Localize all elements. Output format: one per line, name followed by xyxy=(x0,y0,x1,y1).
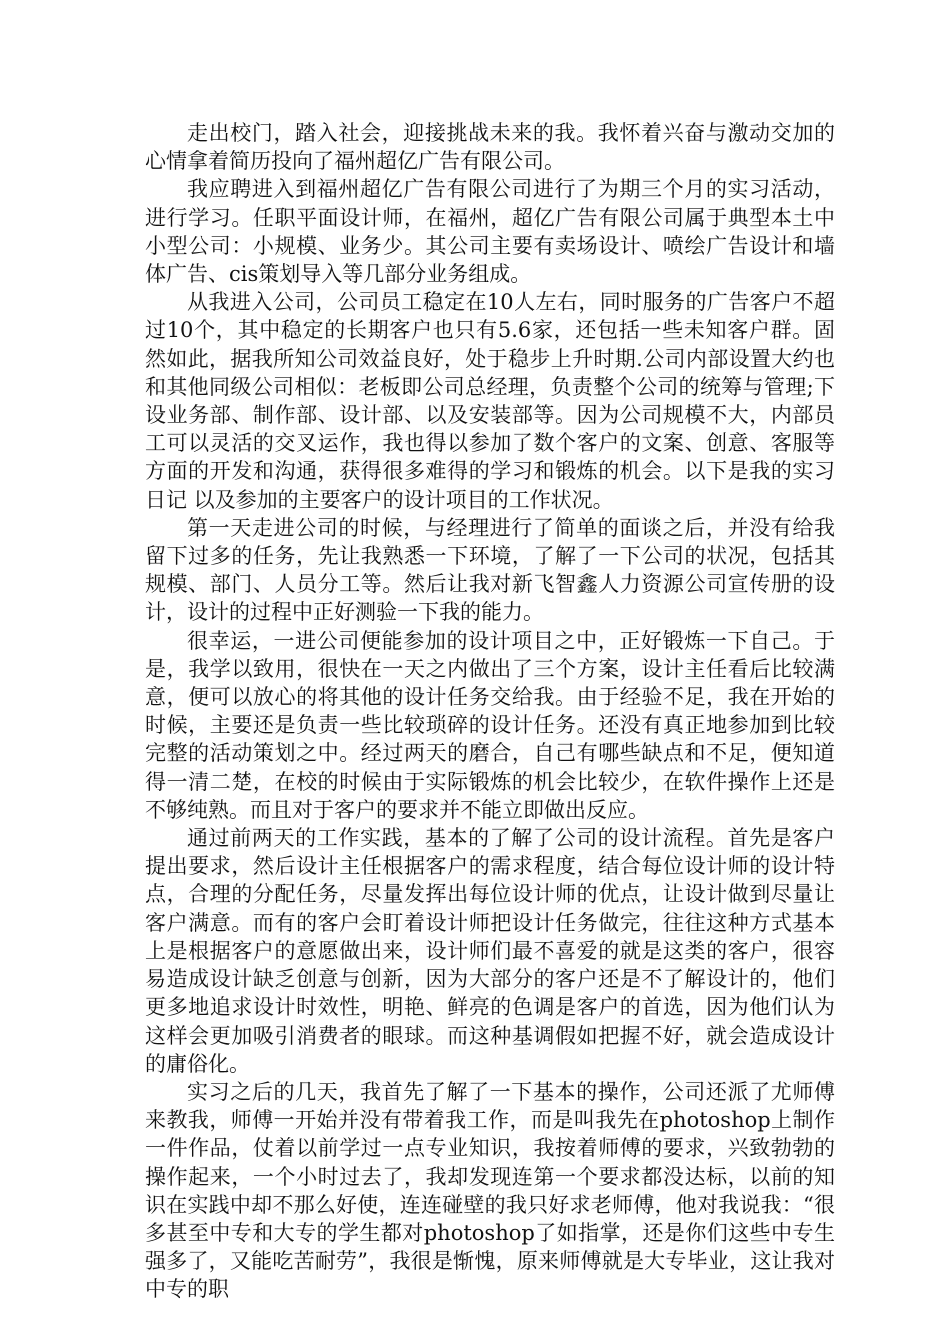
paragraph-design-process: 通过前两天的工作实践，基本的了解了公司的设计流程。首先是客户提出要求，然后设计主任根据客户的需求程度，结合每位设计师的设计特点，合理的分配任务，尽量发挥出每位设计师的优点，让设计做到尽量让客户满意。而有的客户会盯着设计师把设计任务做完，往往这种方式基本上是根据客户的意愿做出来，设计师们最不喜爱的就是这类的客户，很容易造成设计缺乏创意与创新，因为大部分的客户还是不了解设计的，他们更多地追求设计时效性，明艳、鲜亮的色调是客户的首选，因为他们认为这样会更加吸引消费者的眼球。而这种基调假如把握不好，就会造成设计的庸俗化。 xyxy=(145,826,835,1076)
paragraph-company-structure: 从我进入公司，公司员工稳定在10人左右，同时服务的广告客户不超过10个，其中稳定的长期客户也只有5.6家，还包括一些未知客户群。固然如此，据我所知公司效益良好，处于稳步上升时期.公司内部设置大约也和其他同级公司相似：老板即公司总经理，负责整个公司的统筹与管理;下设业务部、制作部、设计部、以及安装部等。因为公司规模不大，内部员工可以灵活的交叉运作，我也得以参加了数个客户的文案、创意、客服等方面的开发和沟通，获得很多难得的学习和锻炼的机会。以下是我的实习日记 以及参加的主要客户的设计项目的工作状况。 xyxy=(145,290,835,512)
paragraph-intro: 走出校门，踏入社会，迎接挑战未来的我。我怀着兴奋与激动交加的心情拿着简历投向了福州超亿广告有限公司。 xyxy=(145,121,835,174)
paragraph-training: 实习之后的几天，我首先了解了一下基本的操作，公司还派了尤师傅来教我，师傅一开始并没有带着我工作，而是叫我先在photoshop上制作一件作品，仗着以前学过一点专业知识，我按着师傅的要求，兴致勃勃的操作起来，一个小时过去了，我却发现连第一个要求都没达标，以前的知识在实践中却不那么好使，连连碰壁的我只好求老师傅，他对我说我：“很多甚至中专和大专的学生都对photoshop了如指掌，还是你们这些中专生强多了，又能吃苦耐劳”，我很是惭愧，原来师傅就是大专毕业，这让我对中专的职 xyxy=(145,1079,835,1302)
paragraph-company-overview: 我应聘进入到福州超亿广告有限公司进行了为期三个月的实习活动，进行学习。任职平面设计师，在福州，超亿广告有限公司属于典型本土中小型公司：小规模、业务少。其公司主要有卖场设计、喷绘广告设计和墙体广告、cis策划导入等几部分业务组成。 xyxy=(145,177,835,287)
paragraph-first-project: 很幸运，一进公司便能参加的设计项目之中，正好锻炼一下自己。于是，我学以致用，很快在一天之内做出了三个方案，设计主任看后比较满意，便可以放心的将其他的设计任务交给我。由于经验不足，我在开始的时候，主要还是负责一些比较琐碎的设计任务。还没有真正地参加到比较完整的活动策划之中。经过两天的磨合，自己有哪些缺点和不足，便知道得一清二楚，在校的时候由于实际锻炼的机会比较少，在软件操作上还是不够纯熟。而且对于客户的要求并不能立即做出反应。 xyxy=(145,628,835,822)
paragraph-first-day: 第一天走进公司的时候，与经理进行了简单的面谈之后，并没有给我留下过多的任务，先让我熟悉一下环境，了解了一下公司的状况，包括其规模、部门、人员分工等。然后让我对新飞智鑫人力资源公司宣传册的设计，设计的过程中正好测验一下我的能力。 xyxy=(145,515,835,625)
document-page xyxy=(145,119,835,1304)
